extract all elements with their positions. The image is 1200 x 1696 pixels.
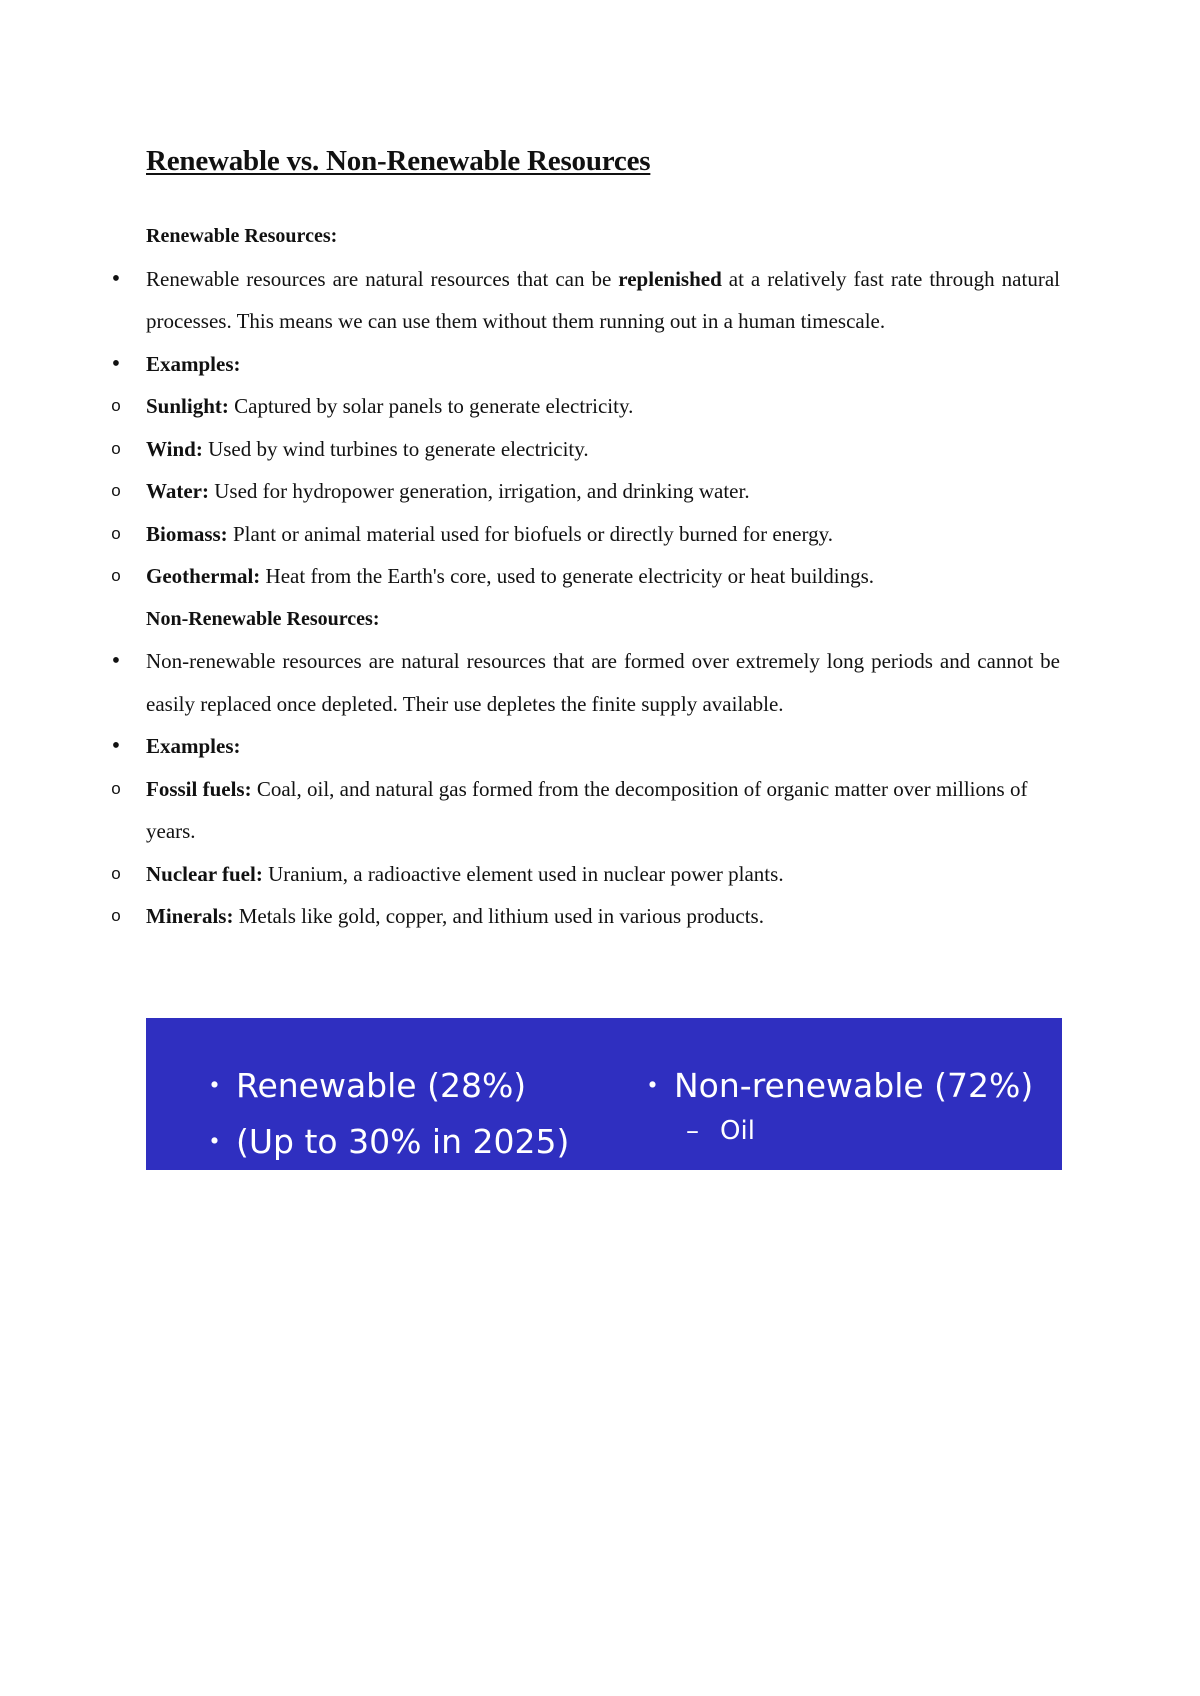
nonrenewable-definition [0, 640, 1060, 725]
definition-text-before: Renewable resources are natural resources that can be [146, 266, 619, 291]
banner-bullet-icon: ・ [636, 1066, 669, 1105]
example-text: Coal, oil, and natural gas formed from the decomposition of organic matter over millions of years. [146, 776, 1028, 843]
example-text: Uranium, a radioactive element used in nuclear power plants. [262, 861, 784, 886]
example-text: Plant or animal material used for biofuels or directly burned for energy. [227, 521, 833, 546]
banner-bullet-icon: ・ [198, 1066, 231, 1105]
bullet-circle-icon: o [111, 438, 121, 458]
banner-renewable-line [198, 1060, 526, 1107]
bullet-dot-icon: • [111, 733, 121, 759]
bullet-dot-icon: • [111, 265, 121, 292]
renewable-definition [0, 258, 1060, 343]
example-biomass [0, 513, 1060, 556]
bullet-circle-icon: o [111, 523, 121, 543]
example-sunlight [0, 385, 1060, 428]
bullet-circle-icon: o [111, 863, 121, 883]
example-text: Metals like gold, copper, and lithium used in various products. [233, 904, 764, 928]
banner-oil-label: Oil [720, 1116, 755, 1146]
banner-oil-line [686, 1116, 755, 1146]
example-term: Biomass: [146, 521, 228, 546]
example-geothermal [0, 555, 1060, 598]
example-term: Geothermal: [146, 564, 261, 588]
resource-share-banner [146, 1018, 1062, 1170]
definition-text: Non-renewable resources are natural resources that are formed over extremely long periods and cannot be easily replaced once depleted. Their use depletes the finite supply available. [146, 649, 1060, 716]
example-wind [0, 428, 1060, 471]
bullet-circle-icon: o [111, 396, 121, 415]
definition-text-after: at a relatively fast rate through natural processes. This means we can use them without them running out in a human timescale. [146, 266, 1060, 333]
banner-renewable-target: (Up to 30% in 2025) [236, 1122, 570, 1161]
example-term: Sunlight: [146, 394, 229, 418]
renewable-examples-label: • Examples: [0, 343, 1060, 386]
example-term: Wind: [146, 436, 203, 461]
bullet-circle-icon: o [111, 566, 121, 585]
example-water [0, 470, 1060, 513]
example-nuclear-fuel [0, 853, 1060, 896]
example-text: Captured by solar panels to generate electricity. [228, 394, 634, 418]
example-text: Used for hydropower generation, irrigation, and drinking water. [208, 479, 750, 503]
banner-renewable-share: Renewable (28%) [236, 1066, 527, 1105]
example-term: Fossil fuels: [146, 776, 252, 801]
definition-bold-term: replenished [618, 266, 722, 291]
example-text: Heat from the Earth's core, used to generate electricity or heat buildings. [260, 564, 875, 588]
bullet-circle-icon: o [111, 778, 121, 798]
example-term: Nuclear fuel: [146, 861, 263, 886]
example-minerals [0, 895, 1060, 938]
bullet-dot-icon: • [111, 350, 121, 377]
banner-bullet-icon: ・ [198, 1122, 231, 1161]
banner-dash-icon: – [686, 1116, 699, 1146]
page-title: Renewable vs. Non-Renewable Resources [146, 145, 651, 177]
banner-nonrenewable-line [636, 1060, 1033, 1107]
renewable-heading: Renewable Resources: [146, 225, 338, 247]
example-fossil-fuels [0, 768, 1060, 853]
banner-nonrenewable-share: Non-renewable (72%) [674, 1066, 1034, 1105]
example-term: Minerals: [146, 904, 234, 928]
nonrenewable-heading: Non-Renewable Resources: [146, 607, 380, 630]
bullet-dot-icon: • [111, 648, 121, 674]
banner-target-line [198, 1116, 569, 1163]
bullet-circle-icon: o [111, 481, 121, 500]
document-body [0, 215, 1200, 938]
bullet-circle-icon: o [111, 906, 121, 925]
nonrenewable-examples-label: • Examples: [0, 725, 1060, 768]
example-term: Water: [146, 479, 209, 503]
example-text: Used by wind turbines to generate electricity. [202, 436, 589, 461]
